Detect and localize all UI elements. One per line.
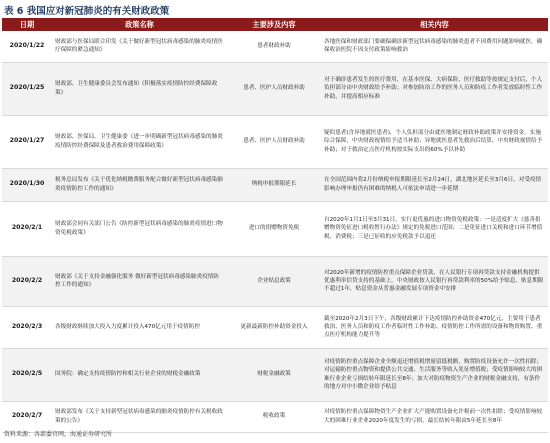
content-cell: 截至2020年2月3日下午，各级财政累计下达疫情防控补助资金470亿元，主要用于患者救治、医务人员和防疫工作者临时性工作补助、疫情防控工作所需的设备和物资购置、重点医疗机构能力提升等 [321,306,548,348]
date-cell: 2020/2/1 [2,201,52,256]
policy-table [2,18,548,433]
subject-cell: 患者、医护人员财政补助 [227,62,321,115]
date-cell: 2020/1/22 [2,31,52,62]
table-row [2,115,548,168]
measure-cell: 财政部、卫生健康委员会发布通知《积极落实疫情防控经费保障政策》 [52,62,227,115]
content-cell: 对2020年新增的疫情防控重点保障企业贷款，在人民银行专项再贷款支持金融机构提供优惠利率信贷支持的基础上，中央财政按人民银行再贷款利率的50%给予贴息，贴息期限不超过1年，贴息资金从普惠金融发展专项资金中安排 [321,256,548,306]
date-cell: 2020/2/3 [2,306,52,348]
header-content: 相关内容 [321,18,548,31]
measure-cell: 税务总局发布《关于优化纳税缴费服务配合做好新型冠状病毒感染肺炎疫情防控工作的通知》 [52,168,227,201]
content-cell: 对疫情防控重点保障物资生产企业扩大产能购置设备允许税前一次性扣除；受疫情影响较大的困难行业企业2020年度发生的亏损，最长结转年限由5年延长至8年 [321,401,548,432]
measure-cell: 国务院：确定支持疫情防控和相关行业企业的财税金融政策 [52,348,227,401]
content-cell: 自2020年1月1日至3月31日，实行更优惠的进口物资免税政策：一是适度扩大《慈善捐赠物资免征进口税收暂行办法》规定的免税进口范围；二是免征进口关税和进口环节增值税、消费税；三是已征收的应免税款予以退还 [321,201,548,256]
measure-cell: 财政部、医保局、卫生健康委《进一步明确新型冠状病毒感染的肺炎疫情防控经费保障及患者救治费用保障政策》 [52,115,227,168]
subject-cell: 患者财政补助 [227,31,321,62]
measure-cell: 财政部《关于支持金融强化服务 做好新型冠状病毒感染肺炎疫情防控工作的通知》 [52,256,227,306]
subject-cell: 税收政策 [227,401,321,432]
table-row [2,348,548,401]
measure-cell: 财政部与医保局联合印发《关于做好新型冠状病毒感染的肺炎疫情医疗保障的紧急通知》 [52,31,227,62]
table-title: 表 6 我国应对新冠肺炎的有关财政政策 [4,6,170,17]
source-note: 资料来源：各部委官网，海通证券研究所 [4,431,113,438]
table-row [2,256,548,306]
date-cell: 2020/1/25 [2,62,52,115]
date-cell: 2020/2/5 [2,348,52,401]
measure-cell: 财政部会同有关部门公告《防控新型冠状病毒感染的肺炎疫情进口物资免税政策》 [52,201,227,256]
subject-cell: 财税金融政策 [227,348,321,401]
table-row [2,62,548,115]
table-row [2,31,548,62]
date-cell: 2020/1/27 [2,115,52,168]
measure-cell: 财政部发布《关于支持新型冠状病毒感染的肺炎疫情防控有关税收政策的公告》 [52,401,227,432]
header-subject: 主要涉及内容 [227,18,321,31]
date-cell: 2020/1/30 [2,168,52,201]
subject-cell: 纳税申报期限延长 [227,168,321,201]
table-row [2,306,548,348]
content-cell: 疑似患者(含异地就医患者)，个人负担部分由就医地制定财政补助政策并安排资金，实施综合保障，中央财政视情给予适当补助；异地就医患者先救治后结算，中央财政视情给予补助；对于救治定点医疗机构按实际支出的60%予以补助 [321,115,548,168]
subject-cell: 更新最新防控补助资金投入 [227,306,321,348]
date-cell: 2020/2/7 [2,401,52,432]
header-date: 日期 [2,18,52,31]
table-row [2,401,548,432]
header-row [2,18,548,31]
content-cell: 在全国范围内将2月份纳税申报期限延长至2月24日，湖北地区延长至3月6日，对受疫情影响办理申报仍有困难的纳税人可依法申请进一步延期 [321,168,548,201]
header-measure: 政策名称 [52,18,227,31]
content-cell: 各地医保和财政部门要确保确诊新型冠状病毒感染的肺炎患者不因费用问题影响就医，确保收治医院不因支付政策影响救治 [321,31,548,62]
table-row [2,168,548,201]
measure-cell: 各级财政继续加大投入力度累计投入470亿元用于疫情防控 [52,306,227,348]
content-cell: 对疫情防控重点保障企业全额退还增值税增量留抵税额，购置防疫设备允许一次性扣除；对运输防控重点物资和提供公共交通、生活服务等收入免征增值税；受疫情影响较大的困难行业企业亏损结转年限延长至8年；加大对防疫物资生产企业的财税金融支持，有条件的地方对中小微企业给予贴息 [321,348,548,401]
content-cell: 对于确诊患者发生的医疗费用，在基本医保、大病保险、医疗救助等按规定支付后，个人负担部分由中央财政给予补助；对参加防治工作的医务人员和防疫工作者发放临时性工作补助，并提高相应标准 [321,62,548,115]
subject-cell: 进口的捐赠物资免税 [227,201,321,256]
table-row [2,201,548,256]
subject-cell: 企业贴息政策 [227,256,321,306]
subject-cell: 患者、医护人员财政补助 [227,115,321,168]
date-cell: 2020/2/2 [2,256,52,306]
